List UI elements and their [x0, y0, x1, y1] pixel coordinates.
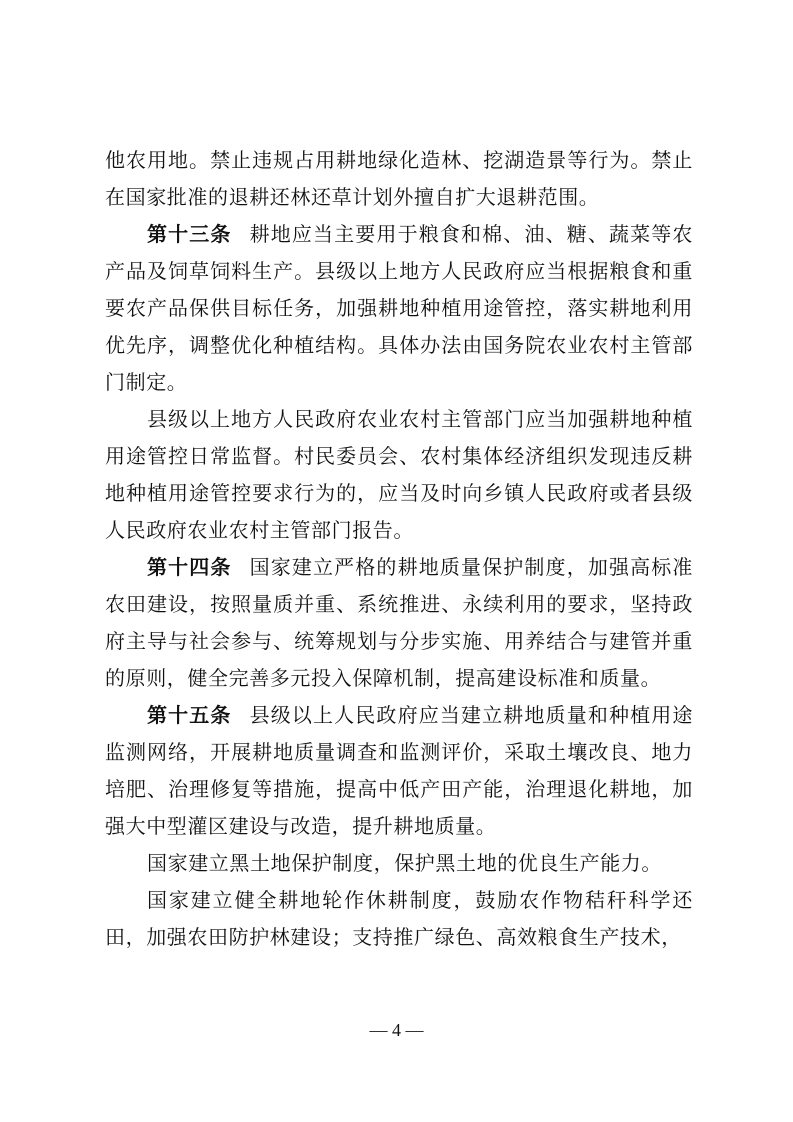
page-number: — 4 —	[369, 1020, 424, 1040]
article-15-paragraph	[105, 697, 693, 845]
article-heading: 第十三条	[147, 222, 232, 246]
paragraph-text: 他农用地。禁止违规占用耕地绿化造林、挖湖造景等行为。禁止在国家批准的退耕还林还草计划外擅自扩大退耕范围。	[105, 148, 693, 209]
paragraph-text: 国家建立黑土地保护制度，保护黑土地的优良生产能力。	[147, 851, 662, 875]
article-14-paragraph	[105, 549, 693, 697]
article-heading: 第十四条	[147, 555, 232, 579]
paragraph-text: 县级以上地方人民政府农业农村主管部门应当加强耕地种植用途管控日常监督。村民委员会、农村集体经济组织发现违反耕地种植用途管控要求行为的，应当及时向乡镇人民政府或者县级人民政府农业农村主管部门报告。	[105, 407, 693, 542]
document-body	[105, 142, 693, 956]
article-13-paragraph	[105, 216, 693, 401]
article-15-paragraph-3	[105, 882, 693, 956]
paragraph-text: 国家建立健全耕地轮作休耕制度，鼓励农作物秸秆科学还田，加强农田防护林建设；支持推广绿色、高效粮食生产技术，	[105, 888, 693, 949]
article-13-paragraph-2	[105, 401, 693, 549]
paragraph-continuation	[105, 142, 693, 216]
paragraph-text: 耕地应当主要用于粮食和棉、油、糖、蔬菜等农产品及饲草饲料生产。县级以上地方人民政府应当根据粮食和重要农产品保供目标任务，加强耕地种植用途管控，落实耕地利用优先序，调整优化种植结构。具体办法由国务院农业农村主管部门制定。	[105, 222, 693, 394]
article-15-paragraph-2	[105, 845, 693, 882]
article-heading: 第十五条	[147, 703, 232, 727]
paragraph-text: 国家建立严格的耕地质量保护制度，加强高标准农田建设，按照量质并重、系统推进、永续利用的要求，坚持政府主导与社会参与、统筹规划与分步实施、用养结合与建管并重的原则，健全完善多元投入保障机制，提高建设标准和质量。	[105, 555, 693, 690]
paragraph-text: 县级以上人民政府应当建立耕地质量和种植用途监测网络，开展耕地质量调查和监测评价，采取土壤改良、地力培肥、治理修复等措施，提高中低产田产能，治理退化耕地，加强大中型灌区建设与改造，提升耕地质量。	[105, 703, 693, 838]
